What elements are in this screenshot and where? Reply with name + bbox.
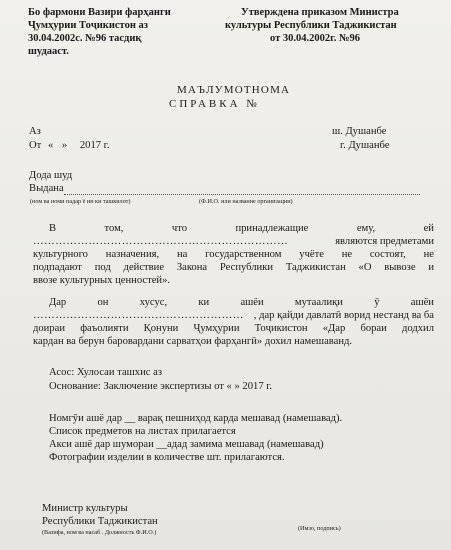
para-ru-text: являются предметами: [335, 236, 434, 247]
para-ru-word: ей: [423, 223, 434, 234]
city-tajik: ш. Душанбе: [332, 126, 387, 137]
basis-russian: Основание: Заключение экспертизы от « » 2017 г.: [49, 381, 273, 392]
para-tj-word: ашёи: [240, 297, 264, 308]
header-left-line-1: Бо фармони Вазири фарҳанги: [28, 7, 171, 18]
para-ru-line-3: культурного назначения, на государственном учёте не состоят, не: [33, 249, 434, 260]
attachment-line-1: Номгӯи ашё дар __ варақ пешниҳод карда мешавад (намешавад).: [49, 413, 343, 424]
issued-caption-tajik: (ном ва номи падар ё ин ки ташкилот): [30, 198, 131, 205]
signature-line-1: Министр культуры: [42, 503, 128, 514]
para-tj-line-2: [33, 309, 434, 322]
header-right-line-1: Утверждена приказом Министра: [241, 7, 399, 18]
issued-fill-line: [64, 194, 420, 195]
city-russian: г. Душанбе: [340, 140, 390, 151]
para-ru-word: ему,: [356, 223, 376, 234]
header-left-line-2: Ҷумҳурии Тоҷикистон аз: [28, 20, 148, 31]
para-tj-word: ки: [198, 297, 210, 308]
para-ru-line-5: ввозе культурных ценностей».: [33, 275, 171, 286]
signature-caption-position: (Вазифа, ном ва насаб . Должность Ф.И.О.): [42, 529, 157, 536]
para-tj-word: ашёи: [410, 297, 434, 308]
attachment-line-3: Акси ашё дар шумораи __адад замима мешавад (намешавад): [49, 439, 324, 450]
attachment-line-4: Фотографии изделии в количестве шт. прилагаются.: [49, 452, 285, 463]
header-right-line-3: от 30.04.2002г. №96: [270, 33, 361, 44]
issued-caption-russian: (Ф.И.О. или название организации): [199, 198, 293, 205]
date-line: [29, 139, 109, 152]
para-ru-word: том,: [104, 223, 124, 234]
para-tj-line-3: доираи фаъолияти Қонуни Ҷумҳурии Тоҷикистон «Дар борaи додхил: [33, 323, 434, 334]
para-ru-word: В: [49, 223, 57, 234]
attachment-line-2: Список предметов на листах прилагается: [49, 426, 236, 437]
para-tj-word: мутаалиқи: [294, 297, 343, 308]
basis-tajik: Асос: Хулосаи ташхис аз: [49, 367, 163, 378]
para-tj-line-4: кардан ва берун баровардани сарватҳои фарҳангӣ» дохил намешаванд.: [33, 336, 353, 347]
para-tj-text: , дар қайди давлатӣ ворид нестанд ва ба: [253, 310, 434, 321]
date-quote-close: »: [61, 140, 68, 151]
para-tj-word: хусус,: [139, 297, 168, 308]
para-tj-dots: …………………………………………………: [33, 310, 244, 321]
issued-russian: Выдана: [29, 183, 64, 194]
title-russian: СПРАВКА №: [169, 98, 260, 110]
para-tj-word: ӯ: [374, 297, 380, 308]
header-left-line-4: шудааст.: [28, 46, 69, 57]
para-ru-line-1: [49, 222, 434, 235]
para-tj-word: Дар: [49, 297, 67, 308]
signature-caption-sign: (Имзо, подпись): [298, 525, 341, 532]
header-left-line-3: 30.04.2002с. №96 тасдиқ: [28, 33, 142, 44]
issued-tajik: Дода шуд: [29, 170, 73, 181]
para-ru-word: что: [171, 223, 188, 234]
para-ru-line-4: подпадают под действие Закона Республики Таджикистан «О вывозе и: [33, 262, 434, 273]
date-quote-open: «: [47, 140, 54, 151]
signature-line-2: Республики Таджикистан: [42, 516, 158, 527]
from-tajik: Аз: [29, 126, 41, 137]
para-ru-dots: ……………………………………………………………: [33, 236, 289, 247]
title-tajik: МАЪЛУМОТНОМА: [177, 84, 291, 96]
para-tj-line-1: [49, 296, 434, 309]
para-tj-word: он: [97, 297, 109, 308]
from-russian: От: [29, 140, 42, 151]
para-ru-word: принадлежащие: [235, 223, 309, 234]
header-right-line-2: культуры Республики Таджикистан: [225, 20, 397, 31]
date-year: 2017 г.: [79, 140, 110, 151]
para-ru-line-2: [33, 235, 434, 248]
